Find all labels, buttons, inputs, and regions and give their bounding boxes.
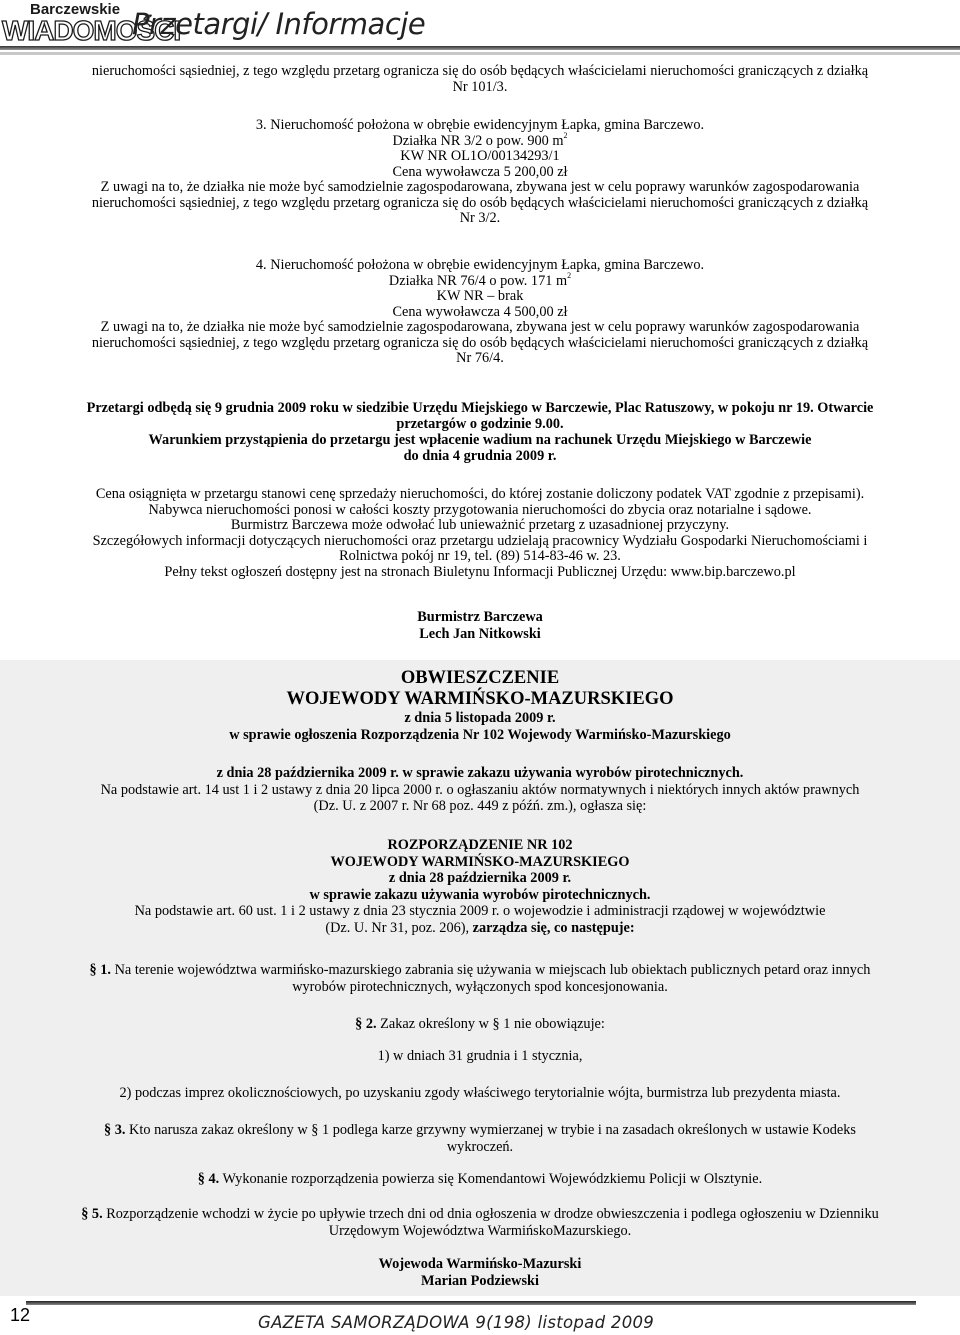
- regulation-heading: [10, 837, 950, 936]
- basis-reference: (Dz. U. Nr 31, poz. 206),: [325, 919, 473, 936]
- text-line: [10, 962, 950, 979]
- paragraph-1: [10, 962, 950, 996]
- text-line: [10, 920, 950, 937]
- text-line: Nr 101/3.: [452, 78, 508, 95]
- paragraph-text: Rozporządzenie wchodzi w życie po upływie trzech dni od dnia ogłoszenia w drodze obwieszczenia i podlega ogłoszeniu w Dzienniku: [102, 1206, 879, 1222]
- paragraph-2-item-2: [10, 1086, 950, 1102]
- voivode-signature: [10, 1256, 950, 1290]
- header-divider-light: [0, 52, 960, 55]
- text-line: nieruchomości sąsiedniej, z tego względu przetarg ogranicza się do osób będących właścicielami nieruchomości graniczących z działką: [91, 194, 869, 211]
- continued-paragraph: [10, 64, 950, 95]
- paragraph-text: Wykonanie rozporządzenia powierza się Komendantowi Wojewódzkiemu Policji w Olsztynie.: [219, 1171, 763, 1187]
- text-line: Urzędowym Województwa WarmińskoMazurskiego.: [328, 1223, 632, 1239]
- text-line: Z uwagi na to, że działka nie może być samodzielnie zagospodarowana, zbywana jest w celu poprawy warunków zagospodarowania: [100, 179, 860, 195]
- area-text: Działka NR 3/2 o pow. 900 m: [392, 132, 564, 149]
- item-kw: KW NR OL1O/00134293/1: [400, 148, 560, 164]
- masthead-logo: [2, 1, 181, 46]
- regulation-title: ROZPORZĄDZENIE NR 102: [387, 837, 573, 853]
- item-price: Cena wywoławcza 5 200,00 zł: [392, 163, 568, 180]
- area-exponent: 2: [563, 130, 568, 140]
- reference-line: z dnia 28 października 2009 r. w sprawie zakazu używania wyrobów pirotechnicznych.: [216, 765, 744, 781]
- text-line: Pełny tekst ogłoszeń dostępny jest na stronach Biuletynu Informacji Publicznej Urzędu: www.bip.barczewo.pl: [164, 563, 796, 580]
- section-mark: § 1.: [89, 962, 111, 978]
- signature-title: Burmistrz Barczewa: [417, 609, 543, 625]
- text-line: [10, 1017, 950, 1033]
- area-text: Działka NR 76/4 o pow. 171 m: [388, 272, 568, 289]
- regulation-date: z dnia 28 października 2009 r.: [388, 870, 572, 886]
- paragraph-text: Zakaz określony w § 1 nie obowiązuje:: [376, 1016, 605, 1032]
- announcement-title: OBWIESZCZENIE: [400, 668, 560, 688]
- logo-top-text: Barczewskie: [30, 1, 121, 18]
- announcement-subtitle: WOJEWODY WARMIŃSKO-MAZURSKIEGO: [286, 689, 674, 709]
- item-price: Cena wywoławcza 4 500,00 zł: [392, 303, 568, 320]
- logo-bottom-text: WIADOMOŚCI: [2, 15, 181, 46]
- text-line: Na podstawie art. 14 ust 1 i 2 ustawy z dnia 20 lipca 2000 r. o ogłaszaniu aktów normatywnych i niektórych innych aktów prawnych: [100, 782, 860, 798]
- publication-title: GAZETA SAMORZĄDOWA 9(198) listopad 2009: [258, 1313, 655, 1332]
- text-line: 2) podczas imprez okolicznościowych, po uzyskaniu zgody właściwego terytorialnie wójta, burmistrza lub prezydenta miasta.: [119, 1085, 841, 1101]
- property-item-3: [10, 118, 950, 227]
- text-line: wyrobów pirotechnicznych, wyłączonych spod koncesjonowania.: [292, 979, 668, 995]
- text-line: Nr 3/2.: [459, 210, 501, 226]
- item-heading: 3. Nieruchomość położona w obrębie ewidencyjnym Łapka, gmina Barczewo.: [255, 117, 705, 133]
- text-line: Na podstawie art. 60 ust. 1 i 2 ustawy z dnia 23 stycznia 2009 r. o wojewodzie i administracji rządowej w województwie: [134, 903, 826, 919]
- text-line: Burmistrz Barczewa może odwołać lub unieważnić przetarg z uzasadnionej przyczyny.: [230, 517, 730, 533]
- text-line: Nabywca nieruchomości ponosi w całości koszty przygotowania nieruchomości do zbycia oraz notarialne i sądowe.: [148, 501, 812, 518]
- property-item-4: [10, 258, 950, 367]
- text-line: [10, 1122, 950, 1139]
- page-number: 12: [10, 1305, 31, 1325]
- text-line: Przetargi odbędą się 9 grudnia 2009 roku w siedzibie Urzędu Miejskiego w Barczewie, Plac Ratuszowy, w pokoju nr 19. Otwarcie: [86, 400, 874, 416]
- paragraph-4: [10, 1172, 950, 1188]
- announcement-basis: [10, 765, 950, 814]
- auction-terms: [10, 400, 950, 464]
- announcement-date: z dnia 5 listopada 2009 r.: [404, 710, 556, 726]
- text-line: Warunkiem przystąpienia do przetargu jest wpłacenie wadium na rachunek Urzędu Miejskiego w Barczewie: [148, 432, 812, 448]
- item-area: [10, 130, 950, 150]
- paragraph-text: Kto narusza zakaz określony w § 1 podlega karze grzywny wymierzanej w trybie i na zasadach określonych w ustawie Kodeks: [125, 1122, 856, 1138]
- text-line: (Dz. U. z 2007 r. Nr 68 poz. 449 z późń. zm.), ogłasza się:: [313, 798, 647, 814]
- item-area: [10, 270, 950, 290]
- paragraph-text: Na terenie województwa warmińsko-mazurskiego zabrania się używania w miejscach lub obiektach publicznych petard oraz innych: [111, 962, 871, 978]
- section-mark: § 2.: [355, 1016, 377, 1032]
- text-line: do dnia 4 grudnia 2009 r.: [403, 448, 557, 464]
- section-mark: § 3.: [104, 1122, 126, 1138]
- text-line: wykroczeń.: [446, 1139, 514, 1155]
- area-exponent: 2: [567, 270, 572, 280]
- signature-name: Lech Jan Nitkowski: [419, 626, 541, 642]
- text-line: przetargów o godzinie 9.00.: [396, 416, 564, 432]
- footer-divider: [26, 1301, 916, 1305]
- text-line: Rolnictwa pokój nr 19, tel. (89) 514-83-46 w. 23.: [339, 548, 621, 564]
- text-line: Cena osiągnięta w przetargu stanowi cenę sprzedaży nieruchomości, do której zostanie doliczony podatek VAT zgodnie z przepisami).: [95, 486, 865, 502]
- section-mark: § 4.: [197, 1171, 220, 1187]
- text-line: nieruchomości sąsiedniej, z tego względu przetarg ogranicza się do osób będących właścicielami nieruchomości graniczących z działką: [91, 334, 869, 351]
- mayor-signature: [10, 609, 950, 643]
- item-heading: 4. Nieruchomość położona w obrębie ewidencyjnym Łapka, gmina Barczewo.: [255, 257, 705, 273]
- page-header: [0, 0, 960, 62]
- section-title: Przetargi/ Informacje: [132, 7, 426, 41]
- header-divider: [0, 46, 960, 50]
- section-mark: § 5.: [81, 1206, 103, 1222]
- text-line: [10, 1172, 950, 1188]
- paragraph-2-item-1: [10, 1049, 950, 1065]
- item-kw: KW NR – brak: [436, 288, 524, 304]
- regulation-subtitle: WOJEWODY WARMIŃSKO-MAZURSKIEGO: [330, 853, 630, 870]
- announcement-heading: [10, 668, 950, 744]
- text-line: Szczegółowych informacji dotyczących nieruchomości oraz przetargu udzielają pracownicy Wydziału Gospodarki Nieruchomościami i: [92, 532, 868, 549]
- paragraph-2: [10, 1017, 950, 1033]
- announcement-subject: w sprawie ogłoszenia Rozporządzenia Nr 102 Wojewody Warmińsko-Mazurskiego: [229, 727, 731, 743]
- signature-name: Marian Podziewski: [421, 1273, 539, 1289]
- paragraph-3: [10, 1122, 950, 1156]
- text-line: 1) w dniach 31 grudnia i 1 stycznia,: [377, 1048, 583, 1064]
- paragraph-5: [10, 1206, 950, 1240]
- regulation-subject: w sprawie zakazu używania wyrobów pirotechnicznych.: [309, 886, 651, 903]
- text-line: nieruchomości sąsiedniej, z tego względu przetarg ogranicza się do osób będących właścicielami nieruchomości graniczących z działką: [91, 63, 869, 79]
- signature-title: Wojewoda Warmińsko-Mazurski: [378, 1256, 582, 1272]
- basis-decree: zarządza się, co następuje:: [472, 919, 635, 936]
- auction-info: [10, 487, 950, 580]
- text-line: [10, 1206, 950, 1223]
- text-line: Z uwagi na to, że działka nie może być samodzielnie zagospodarowana, zbywana jest w celu poprawy warunków zagospodarowania: [100, 319, 860, 335]
- text-line: Nr 76/4.: [456, 350, 504, 366]
